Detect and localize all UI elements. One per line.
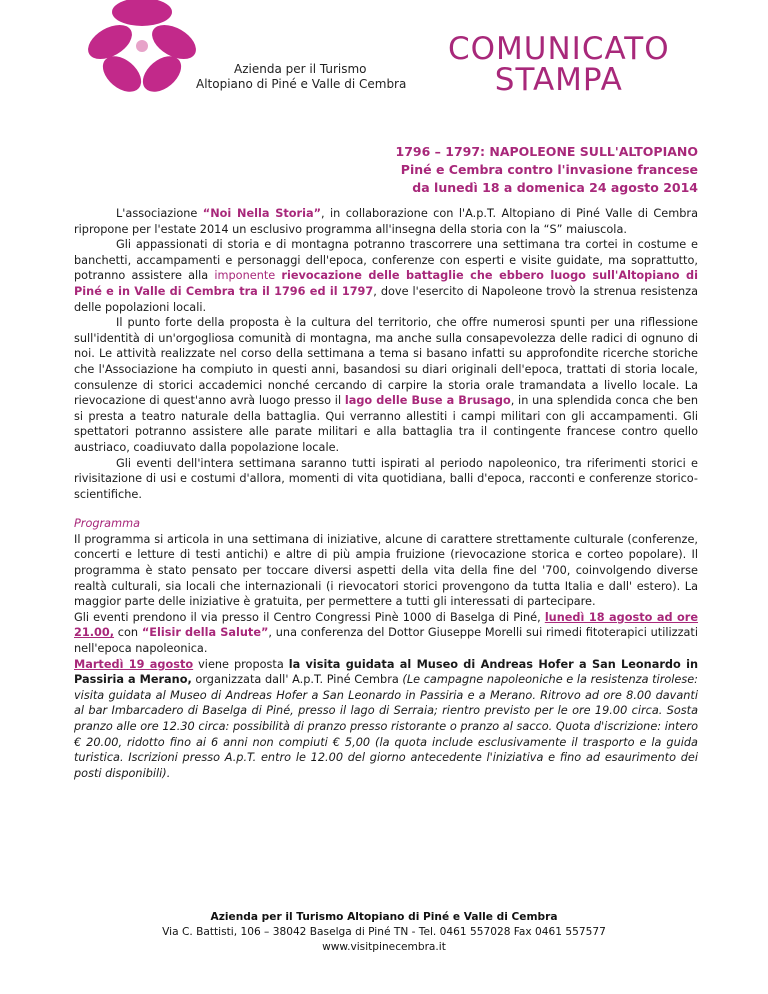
- date-tuesday: Martedì 19 agosto: [74, 657, 194, 671]
- paragraph-monday: [74, 610, 698, 657]
- comunicato-stampa-title: [448, 31, 670, 98]
- text: , in una splendida conca che ben si presta a teatro naturale della battaglia. Qui verranno allestiti i campi militari con gli accampamenti. Gli spettatori potranno assistere alle parate militari e alla battaglia tra il contingente francese contro quello austriaco, coadiuvato dalla popolazione locale.: [74, 394, 699, 454]
- text: , in collaborazione con l'A.p.T. Altopiano di Piné Valle di Cembra ripropone per l'estate 2014 un esclusivo programma all'insegna della storia con la “S” maiuscola.: [74, 207, 698, 236]
- organization-name: [196, 62, 406, 92]
- spacer: [74, 502, 698, 516]
- association-name: “Noi Nella Storia”: [202, 207, 322, 220]
- programma-title: Programma: [74, 517, 141, 531]
- highlight-lago-buse: lago delle Buse a Brusago: [344, 394, 511, 408]
- stampa-line-1: COMUNICATO: [448, 31, 670, 67]
- event-hofer-museum: la visita guidata al Museo di Andreas Hofer a San Leonardo in Passiria a Merano,: [74, 657, 698, 687]
- org-line-1: Azienda per il Turismo: [234, 62, 367, 76]
- text: Il programma si articola in una settimana di iniziative, alcune di carattere strettamente culturale (conferenze, concerti e letture di testi antichi) e altre di più ampia fruizione (rievocazione storica e corteo popolare). Il programma è stato pensato per toccare diversi aspetti della vita della fine del '700, coinvolgendo diverse realtà culturali, sia locali che internazionali (i rievocatori storici provengono da tutta Italia e dall' estero). La maggior parte delle iniziative è gratuita, per permettere a tutti gli interessati di partecipare.: [74, 532, 698, 609]
- event-elisir: “Elisir della Salute”: [141, 626, 269, 640]
- headline-line-3: da lunedì 18 a domenica 24 agosto 2014: [412, 180, 698, 195]
- date-monday: lunedì 18 agosto ad ore 21.00,: [74, 610, 698, 640]
- headline: [396, 143, 699, 197]
- highlight-rievocazione: rievocazione delle battaglie che ebbero luogo sull'Altopiano di Piné e in Valle di Cembra tra il 1796 ed il 1797: [74, 269, 699, 298]
- paragraph-programma: [74, 532, 698, 610]
- event-details: (Le campagne napoleoniche e la resistenza tirolese: visita guidata al Museo di Andreas Hofer a San Leonardo in Passiria e a Merano. Ritrovo ad ore 8.00 davanti al bar Imbarcadero di Baselga di Piné, presso il lago di Serraia; rientro previsto per le ore 19.00 circa. Sosta pranzo alle ore 12.30 circa: possibilità di pranzo presso ristorante o pranzo al sacco. Quota d'iscrizione: intero € 20.00, ridotto fino ai 6 anni non compiuti € 5,00 (la quota include esclusivamente il trasporto e la guida turistica. Iscrizioni presso A.p.T. entro le 12.00 del giorno antecedente l'iniziativa e fino ad esaurimento dei posti disponibili).: [74, 673, 698, 780]
- text: organizzata dall' A.p.T. Piné Cembra: [191, 673, 403, 687]
- text: L'associazione: [116, 207, 203, 220]
- headline-line-1: 1796 – 1797: NAPOLEONE SULL'ALTOPIANO: [395, 144, 698, 159]
- footer-org: Azienda per il Turismo Altopiano di Piné e Valle di Cembra: [210, 911, 558, 923]
- paragraph-intro: [74, 206, 698, 237]
- stampa-line-2: STAMPA: [494, 62, 623, 98]
- paragraph-tuesday: [74, 657, 698, 782]
- text: viene proposta: [193, 657, 289, 671]
- text: Gli appassionati di storia e di montagna potranno trascorrere una settimana tra cortei in costume e banchetti, accampamenti e personaggi dell'epoca, conferenze con esperti e visite guidate, ma soprattutto, potranno assistere alla: [74, 238, 698, 283]
- paragraph-culture: [74, 315, 698, 455]
- programma-heading: [74, 516, 698, 532]
- paragraph-battles: [74, 237, 698, 315]
- footer-address: Via C. Battisti, 106 – 38042 Baselga di Piné TN - Tel. 0461 557028 Fax 0461 557577: [162, 926, 606, 938]
- article-body: [74, 206, 698, 781]
- text: con: [114, 626, 142, 640]
- text: , dove l'esercito di Napoleone trovò la strenua resistenza delle popolazioni locali.: [74, 284, 699, 314]
- org-line-2: Altopiano di Piné e Valle di Cembra: [196, 77, 407, 91]
- footer: [0, 910, 768, 955]
- text: Gli eventi prendono il via presso il Centro Congressi Pinè 1000 di Baselga di Piné,: [74, 610, 545, 624]
- text: Gli eventi dell'intera settimana saranno tutti ispirati al periodo napoleonico, tra riferimenti storici e rivisitazione di usi e costumi d'allora, momenti di vita quotidiana, balli d'epoca, racconti e conferenze storico-scientifiche.: [74, 456, 698, 501]
- highlight-imponente: imponente: [214, 269, 276, 283]
- text: Il punto forte della proposta è la cultura del territorio, che offre numerosi spunti per una riflessione sull'identità di un'orgogliosa comunità di montagna, ma anche sulla consapevolezza delle radici di ognuno di noi. Le attività realizzate nel corso della settimana a tema si basano infatti su approfondite ricerche storiche che l'Associazione ha compiuto in questi anni, basandosi su diari originali dell'epoca, trattati di storia locale, consulenze di storici accademici nonché cercando di carpire la storia orale tramandata a livello locale. La rievocazione di quest'anno avrà luogo presso il: [74, 316, 698, 408]
- headline-line-2: Piné e Cembra contro l'invasione francese: [400, 162, 698, 177]
- text: , una conferenza del Dottor Giuseppe Morelli sui rimedi fitoterapici utilizzati nell'epoca napoleonica.: [74, 626, 698, 656]
- paragraph-events: [74, 456, 698, 503]
- flower-logo-icon: [82, 0, 202, 92]
- footer-website: www.visitpinecembra.it: [322, 941, 446, 953]
